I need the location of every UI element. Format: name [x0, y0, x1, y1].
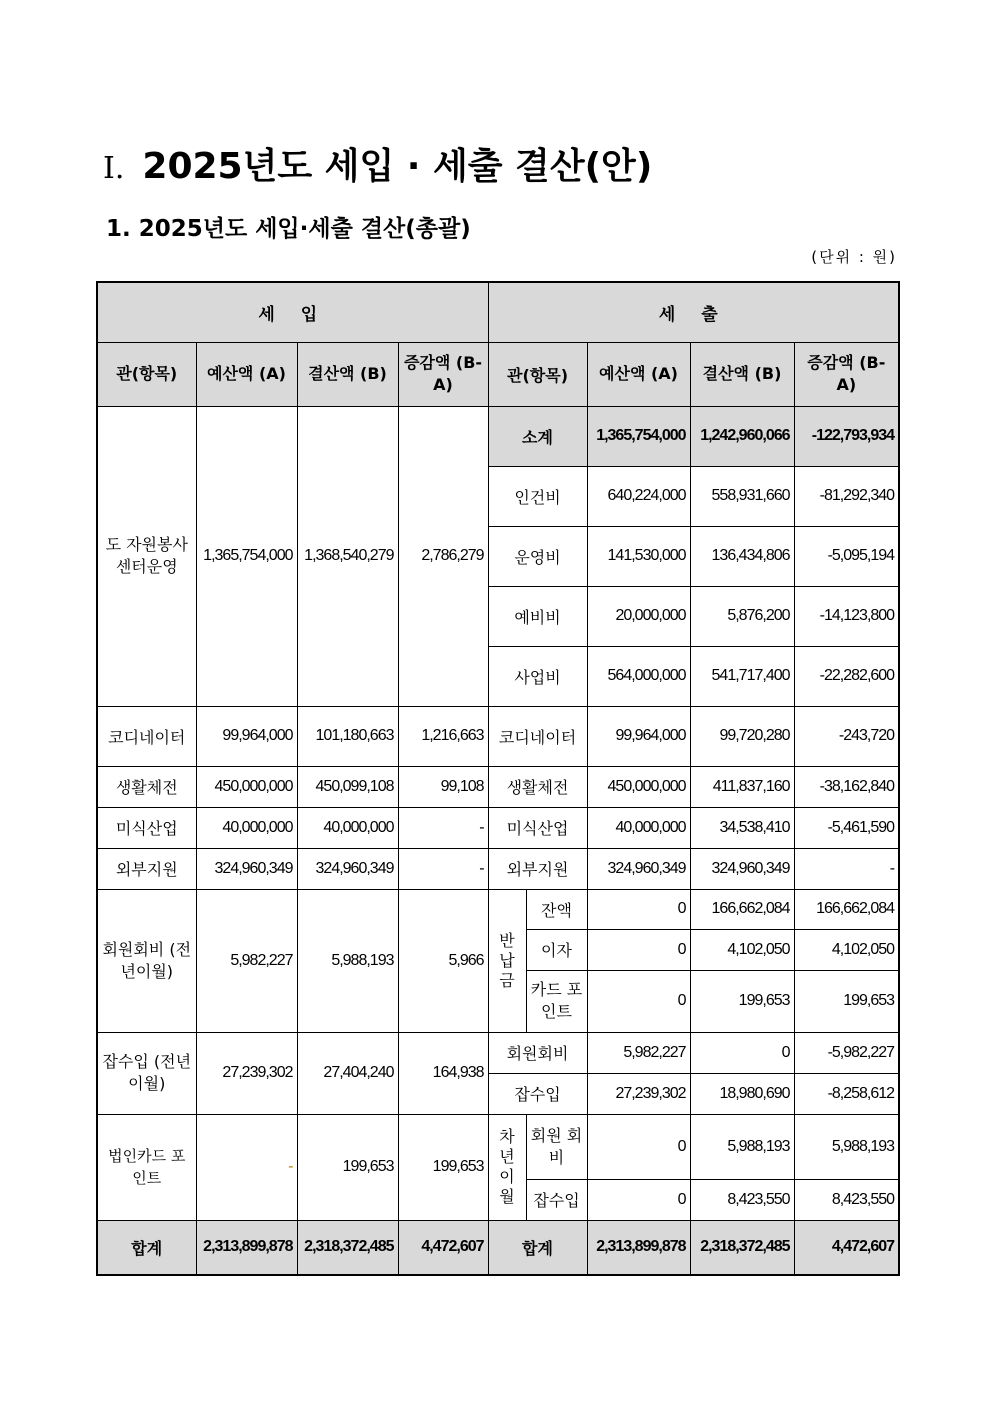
- rev-dues-name: 회원회비 (전년이월): [97, 889, 196, 1032]
- rev-dues-diff: 5,966: [398, 889, 488, 1032]
- rev-external-settled: 324,960,349: [297, 848, 398, 889]
- exp-card-settled: 199,653: [690, 970, 794, 1032]
- exp-member-dues-diff: -5,982,227: [794, 1032, 899, 1073]
- rev-food-settled: 40,000,000: [297, 807, 398, 848]
- rev-diff-header: 증감액 (B-A): [398, 342, 488, 406]
- exp-total-budget: 2,313,899,878: [587, 1220, 690, 1275]
- rev-corp-card-name: 법인카드 포인트: [97, 1114, 196, 1220]
- rev-total-settled: 2,318,372,485: [297, 1220, 398, 1275]
- rev-center-budget: 1,365,754,000: [196, 406, 297, 706]
- exp-sports-name: 생활체전: [488, 766, 587, 807]
- exp-operation-name: 운영비: [488, 526, 587, 586]
- exp-external-settled: 324,960,349: [690, 848, 794, 889]
- exp-coordinator-budget: 99,964,000: [587, 706, 690, 766]
- exp-reserve-name: 예비비: [488, 586, 587, 646]
- exp-member-dues-settled: 0: [690, 1032, 794, 1073]
- exp-operation-diff: -5,095,194: [794, 526, 899, 586]
- exp-labor-diff: -81,292,340: [794, 466, 899, 526]
- exp-external-diff: -: [794, 848, 899, 889]
- rev-external-budget: 324,960,349: [196, 848, 297, 889]
- exp-misc-income-diff: -8,258,612: [794, 1073, 899, 1114]
- rev-center-diff: 2,786,279: [398, 406, 488, 706]
- rev-item-header: 관(항목): [97, 342, 196, 406]
- exp-reserve-diff: -14,123,800: [794, 586, 899, 646]
- refund-group-text: 반 납 금: [499, 930, 515, 990]
- carryover-group-label: [488, 1114, 526, 1220]
- exp-balance-diff: 166,662,084: [794, 889, 899, 929]
- exp-diff-header: 증감액 (B-A): [794, 342, 899, 406]
- exp-sports-budget: 450,000,000: [587, 766, 690, 807]
- exp-project-settled: 541,717,400: [690, 646, 794, 706]
- exp-carry-dues-settled: 5,988,193: [690, 1114, 794, 1179]
- rev-external-diff: -: [398, 848, 488, 889]
- exp-balance-name: 잔액: [526, 889, 587, 929]
- exp-coordinator-settled: 99,720,280: [690, 706, 794, 766]
- page-title-text: 2025년도 세입 · 세출 결산(안): [142, 146, 653, 187]
- exp-interest-diff: 4,102,050: [794, 929, 899, 970]
- rev-food-budget: 40,000,000: [196, 807, 297, 848]
- exp-labor-name: 인건비: [488, 466, 587, 526]
- rev-coordinator-budget: 99,964,000: [196, 706, 297, 766]
- carryover-group-text: 차 년 이 월: [499, 1127, 515, 1206]
- budget-table: [96, 281, 900, 1276]
- rev-dues-budget: 5,982,227: [196, 889, 297, 1032]
- exp-total-name: 합계: [488, 1220, 587, 1275]
- revenue-header: 세 입: [97, 282, 488, 342]
- rev-corp-card-diff: 199,653: [398, 1114, 488, 1220]
- exp-food-budget: 40,000,000: [587, 807, 690, 848]
- exp-subtotal-budget: 1,365,754,000: [587, 406, 690, 466]
- exp-project-name: 사업비: [488, 646, 587, 706]
- unit-label: (단위 : 원): [811, 248, 897, 266]
- rev-coordinator-name: 코디네이터: [97, 706, 196, 766]
- exp-coordinator-diff: -243,720: [794, 706, 899, 766]
- exp-misc-income-budget: 27,239,302: [587, 1073, 690, 1114]
- exp-food-settled: 34,538,410: [690, 807, 794, 848]
- rev-coordinator-diff: 1,216,663: [398, 706, 488, 766]
- exp-subtotal-diff: -122,793,934: [794, 406, 899, 466]
- rev-sports-name: 생활체전: [97, 766, 196, 807]
- exp-carry-misc-diff: 8,423,550: [794, 1179, 899, 1220]
- exp-labor-budget: 640,224,000: [587, 466, 690, 526]
- refund-group-label: [488, 889, 526, 1032]
- roman-numeral: Ⅰ.: [103, 151, 125, 186]
- exp-sports-diff: -38,162,840: [794, 766, 899, 807]
- rev-total-budget: 2,313,899,878: [196, 1220, 297, 1275]
- exp-misc-income-settled: 18,980,690: [690, 1073, 794, 1114]
- rev-sports-settled: 450,099,108: [297, 766, 398, 807]
- rev-corp-card-budget: -: [196, 1114, 297, 1220]
- exp-coordinator-name: 코디네이터: [488, 706, 587, 766]
- exp-carry-misc-budget: 0: [587, 1179, 690, 1220]
- rev-center-settled: 1,368,540,279: [297, 406, 398, 706]
- exp-interest-name: 이자: [526, 929, 587, 970]
- rev-total-name: 합계: [97, 1220, 196, 1275]
- rev-misc-settled: 27,404,240: [297, 1032, 398, 1114]
- exp-item-header: 관(항목): [488, 342, 587, 406]
- exp-total-diff: 4,472,607: [794, 1220, 899, 1275]
- exp-food-diff: -5,461,590: [794, 807, 899, 848]
- rev-misc-diff: 164,938: [398, 1032, 488, 1114]
- exp-card-diff: 199,653: [794, 970, 899, 1032]
- exp-card-name: 카드 포인트: [526, 970, 587, 1032]
- page-title: [103, 138, 652, 189]
- exp-balance-budget: 0: [587, 889, 690, 929]
- exp-project-budget: 564,000,000: [587, 646, 690, 706]
- exp-carry-dues-budget: 0: [587, 1114, 690, 1179]
- exp-carry-misc-name: 잡수입: [526, 1179, 587, 1220]
- exp-carry-misc-settled: 8,423,550: [690, 1179, 794, 1220]
- rev-external-name: 외부지원: [97, 848, 196, 889]
- exp-labor-settled: 558,931,660: [690, 466, 794, 526]
- section-title: 1. 2025년도 세입·세출 결산(총괄): [106, 216, 471, 242]
- exp-reserve-budget: 20,000,000: [587, 586, 690, 646]
- exp-misc-income-name: 잡수입: [488, 1073, 587, 1114]
- exp-reserve-settled: 5,876,200: [690, 586, 794, 646]
- exp-external-name: 외부지원: [488, 848, 587, 889]
- rev-food-name: 미식산업: [97, 807, 196, 848]
- exp-subtotal-settled: 1,242,960,066: [690, 406, 794, 466]
- rev-sports-diff: 99,108: [398, 766, 488, 807]
- rev-misc-name: 잡수입 (전년이월): [97, 1032, 196, 1114]
- exp-project-diff: -22,282,600: [794, 646, 899, 706]
- rev-center-name: 도 자원봉사 센터운영: [97, 406, 196, 706]
- exp-budget-header: 예산액 (A): [587, 342, 690, 406]
- rev-corp-card-settled: 199,653: [297, 1114, 398, 1220]
- exp-operation-budget: 141,530,000: [587, 526, 690, 586]
- rev-misc-budget: 27,239,302: [196, 1032, 297, 1114]
- exp-member-dues-name: 회원회비: [488, 1032, 587, 1073]
- exp-carry-dues-name: 회원 회비: [526, 1114, 587, 1179]
- rev-settled-header: 결산액 (B): [297, 342, 398, 406]
- exp-settled-header: 결산액 (B): [690, 342, 794, 406]
- rev-budget-header: 예산액 (A): [196, 342, 297, 406]
- rev-dues-settled: 5,988,193: [297, 889, 398, 1032]
- exp-total-settled: 2,318,372,485: [690, 1220, 794, 1275]
- rev-sports-budget: 450,000,000: [196, 766, 297, 807]
- exp-interest-budget: 0: [587, 929, 690, 970]
- exp-subtotal-name: 소계: [488, 406, 587, 466]
- exp-member-dues-budget: 5,982,227: [587, 1032, 690, 1073]
- exp-carry-dues-diff: 5,988,193: [794, 1114, 899, 1179]
- exp-food-name: 미식산업: [488, 807, 587, 848]
- exp-external-budget: 324,960,349: [587, 848, 690, 889]
- exp-interest-settled: 4,102,050: [690, 929, 794, 970]
- exp-balance-settled: 166,662,084: [690, 889, 794, 929]
- exp-sports-settled: 411,837,160: [690, 766, 794, 807]
- rev-coordinator-settled: 101,180,663: [297, 706, 398, 766]
- exp-operation-settled: 136,434,806: [690, 526, 794, 586]
- rev-food-diff: -: [398, 807, 488, 848]
- expense-header: 세 출: [488, 282, 899, 342]
- exp-card-budget: 0: [587, 970, 690, 1032]
- rev-total-diff: 4,472,607: [398, 1220, 488, 1275]
